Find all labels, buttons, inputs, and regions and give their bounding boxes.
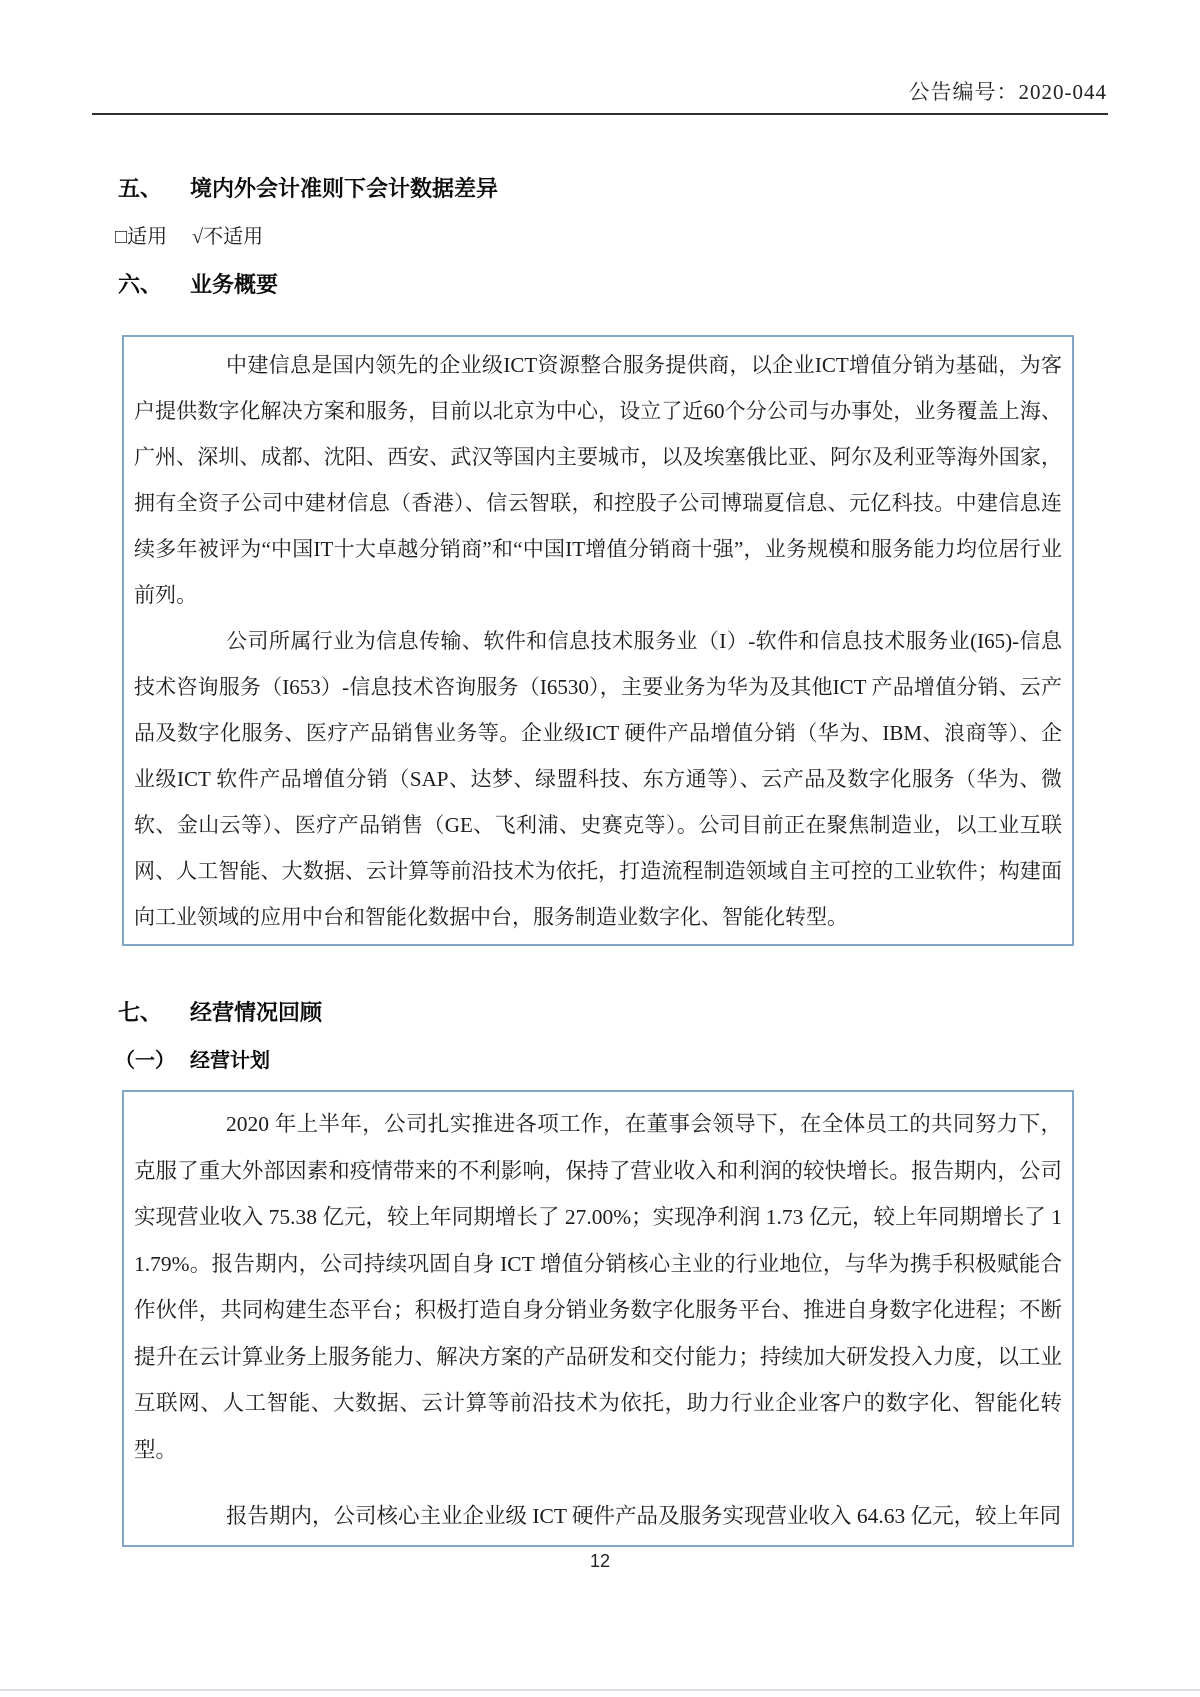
business-overview-box bbox=[122, 335, 1074, 946]
option-applicable-label: 适用 bbox=[127, 226, 168, 248]
option-not-applicable bbox=[192, 226, 263, 248]
section-5-heading bbox=[118, 172, 498, 203]
applicability-line bbox=[115, 220, 263, 249]
section-6-title: 业务概要 bbox=[190, 272, 279, 297]
checkbox-unchecked-icon: □ bbox=[115, 226, 128, 248]
check-mark-icon: √ bbox=[192, 226, 204, 248]
header-divider bbox=[92, 113, 1108, 115]
section-6-heading bbox=[118, 268, 278, 299]
operating-plan-paragraph-2: 报告期内，公司核心主业企业级 ICT 硬件产品及服务实现营业收入 64.63 亿元，较上年同 bbox=[226, 1504, 1062, 1528]
option-applicable bbox=[115, 226, 167, 248]
section-7-title: 经营情况回顾 bbox=[190, 1000, 323, 1025]
operating-plan-box bbox=[122, 1090, 1074, 1547]
page-number: 12 bbox=[589, 1551, 611, 1571]
option-not-applicable-label: 不适用 bbox=[203, 226, 264, 248]
section-5-number: 五、 bbox=[118, 176, 163, 201]
section-7-number: 七、 bbox=[118, 1000, 163, 1025]
page-bottom-edge bbox=[0, 1689, 1200, 1691]
section-7-heading bbox=[118, 996, 322, 1027]
section-5-title: 境内外会计准则下会计数据差异 bbox=[190, 176, 499, 201]
operating-plan-paragraph-1: 2020 年上半年，公司扎实推进各项工作，在董事会领导下，在全体员工的共同努力下，克服了重大外部因素和疫情带来的不利影响，保持了营业收入和利润的较快增长。报告期内，公司实现营业收入 75.38 亿元，较上年同期增长了 27.00%；实现净利润 1.73 亿元，较上年同期增长了 11.79%。报告期内，公司持续巩固自身 ICT 增值分销核心主业的行业地位，与华为携手积极赋能合作伙伴，共同构建生态平台；积极打造自身分销业务数字化服务平台、推进自身数字化进程；不断提升在云计算业务上服务能力、解决方案的产品研发和交付能力；持续加大研发投入力度，以工业互联网、人工智能、大数据、云计算等前沿技术为依托，助力行业企业客户的数字化、智能化转型。 bbox=[134, 1112, 1062, 1462]
notice-number: 公告编号：2020-044 bbox=[908, 80, 1107, 104]
business-overview-paragraph-2: 公司所属行业为信息传输、软件和信息技术服务业（I）-软件和信息技术服务业(I65)-信息技术咨询服务（I653）-信息技术咨询服务（I6530），主要业务为华为及其他ICT 产品增值分销、云产品及数字化服务、医疗产品销售业务等。企业级ICT 硬件产品增值分销（华为、IBM、浪商等）、企业级ICT 软件产品增值分销（SAP、达梦、绿盟科技、东方通等）、云产品及数字化服务（华为、微软、金山云等）、医疗产品销售（GE、飞利浦、史赛克等）。公司目前正在聚焦制造业，以工业互联网、人工智能、大数据、云计算等前沿技术为依托，打造流程制造领域自主可控的工业软件；构建面向工业领域的应用中台和智能化数据中台，服务制造业数字化、智能化转型。 bbox=[134, 629, 1062, 929]
subsection-1-number: （一） bbox=[115, 1050, 175, 1072]
business-overview-paragraph-1: 中建信息是国内领先的企业级ICT资源整合服务提供商，以企业ICT增值分销为基础，为客户提供数字化解决方案和服务，目前以北京为中心，设立了近60个分公司与办事处，业务覆盖上海、广州、深圳、成都、沈阳、西安、武汉等国内主要城市，以及埃塞俄比亚、阿尔及利亚等海外国家，拥有全资子公司中建材信息（香港）、信云智联，和控股子公司博瑞夏信息、元亿科技。中建信息连续多年被评为“中国IT十大卓越分销商”和“中国IT增值分销商十强”，业务规模和服务能力均位居行业前列。 bbox=[134, 353, 1062, 607]
section-6-number: 六、 bbox=[118, 272, 163, 297]
subsection-1-heading bbox=[115, 1044, 270, 1073]
subsection-1-title: 经营计划 bbox=[190, 1050, 270, 1072]
